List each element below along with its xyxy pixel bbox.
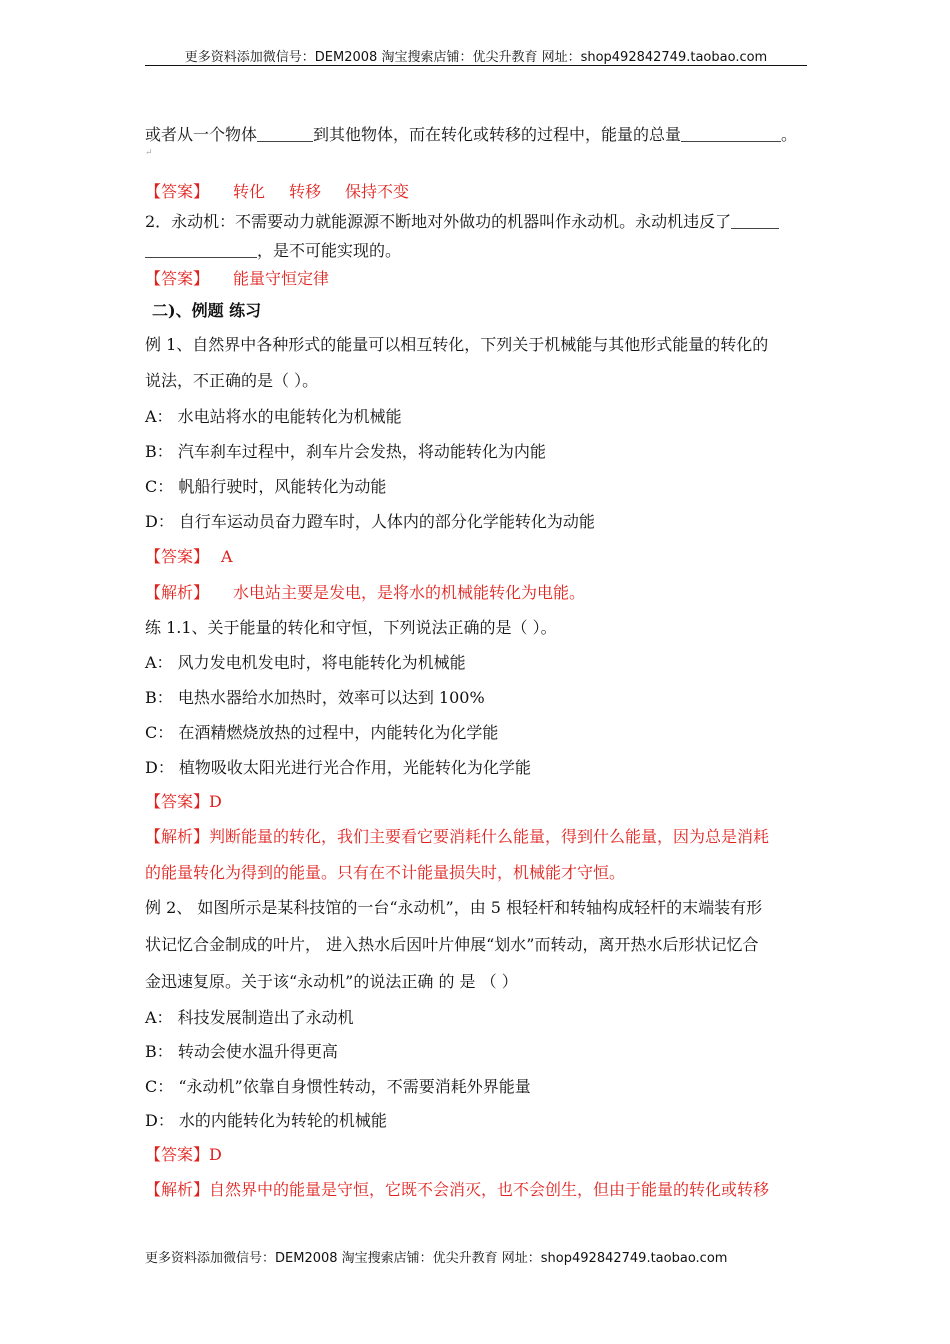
page-footer: 更多资料添加微信号：DEM2008 淘宝搜索店铺：优尖升教育 网址：shop492842749.taobao.com xyxy=(145,1251,728,1266)
option-d: D： 植物吸收太阳光进行光合作用，光能转化为化学能 xyxy=(145,758,531,777)
explanation-line: 的能量转化为得到的能量。只有在不计能量损失时，机械能才守恒。 xyxy=(145,863,626,882)
answer-value: 转移 xyxy=(289,182,322,201)
question-line: 例 2、 如图所示是某科技馆的一台“永动机”，由 5 根轻杆和转轴构成轻杆的末端装有形 xyxy=(145,898,763,917)
header-divider xyxy=(145,65,807,66)
option-c: C： “永动机”依靠自身惯性转动，不需要消耗外界能量 xyxy=(145,1077,531,1096)
paragraph-mark: ↵ xyxy=(145,148,153,158)
answer-label: 【答案】 xyxy=(145,1145,210,1164)
answer-label: 【答案】 xyxy=(145,269,210,288)
answer-value: D xyxy=(209,792,222,811)
option-a: A： 风力发电机发电时，将电能转化为机械能 xyxy=(145,653,466,672)
answer-line xyxy=(145,791,222,813)
text-segment: 。 xyxy=(781,125,798,144)
explanation-line xyxy=(145,582,585,604)
option-a: A： 水电站将水的电能转化为机械能 xyxy=(145,407,402,426)
answer-blank xyxy=(145,241,257,258)
answer-value: 转化 xyxy=(233,182,266,201)
question-line: 金迅速复原。关于该“永动机”的说法正确 的 是 （ ） xyxy=(145,972,518,991)
explanation-text: 判断能量的转化，我们主要看它要消耗什么能量，得到什么能量，因为总是消耗 xyxy=(209,827,770,846)
explanation-line xyxy=(145,1179,769,1201)
answer-blank xyxy=(681,125,781,142)
option-c: C： 在酒精燃烧放热的过程中，内能转化为化学能 xyxy=(145,723,499,742)
question-line xyxy=(145,211,779,233)
section-title: 二)、例题 练习 xyxy=(152,301,262,320)
answer-line xyxy=(145,1144,222,1166)
explanation-label: 【解析】 xyxy=(145,1180,210,1199)
answer-value: 能量守恒定律 xyxy=(233,269,330,288)
question-line: 例 1、自然界中各种形式的能量可以相互转化，下列关于机械能与其他形式能量的转化的 xyxy=(145,335,769,354)
option-d: D： 自行车运动员奋力蹬车时，人体内的部分化学能转化为动能 xyxy=(145,512,595,531)
answer-value: A xyxy=(221,547,233,566)
text-segment: 或者从一个物体 xyxy=(145,125,258,144)
option-b: B： 转动会使水温升得更高 xyxy=(145,1042,338,1061)
answer-value: 保持不变 xyxy=(345,182,410,201)
question-line: 说法，不正确的是（ ）。 xyxy=(145,371,319,390)
option-d: D： 水的内能转化为转轮的机械能 xyxy=(145,1111,387,1130)
option-b: B： 电热水器给水加热时，效率可以达到 100% xyxy=(145,688,485,707)
answer-label: 【答案】 xyxy=(145,182,210,201)
answer-line xyxy=(145,268,329,290)
answer-blank xyxy=(257,125,313,142)
option-c: C： 帆船行驶时，风能转化为动能 xyxy=(145,477,387,496)
option-b: B： 汽车刹车过程中，刹车片会发热，将动能转化为内能 xyxy=(145,442,546,461)
explanation-label: 【解析】 xyxy=(145,583,210,602)
explanation-label: 【解析】 xyxy=(145,827,210,846)
question-line: 状记忆合金制成的叶片， 进入热水后因叶片伸展“划水”而转动，离开热水后形状记忆合 xyxy=(145,935,759,954)
explanation-text: 水电站主要是发电，是将水的机械能转化为电能。 xyxy=(233,583,586,602)
explanation-text: 自然界中的能量是守恒，它既不会消灭，也不会创生，但由于能量的转化或转移 xyxy=(209,1180,770,1199)
page-header: 更多资料添加微信号：DEM2008 淘宝搜索店铺：优尖升教育 网址：shop492842749.taobao.com xyxy=(184,50,768,65)
answer-line xyxy=(145,546,233,568)
text-segment: 到其他物体，而在转化或转移的过程中，能量的总量 xyxy=(313,125,682,144)
text-segment: 2．永动机：不需要动力就能源源不断地对外做功的机器叫作永动机。永动机违反了 xyxy=(145,212,732,231)
text-segment: ，是不可能实现的。 xyxy=(257,241,402,260)
explanation-line xyxy=(145,826,769,848)
question-line xyxy=(145,240,401,262)
answer-blank xyxy=(731,212,779,229)
question-line: 练 1.1、关于能量的转化和守恒，下列说法正确的是（ ）。 xyxy=(145,618,557,637)
answer-value: D xyxy=(209,1145,222,1164)
answer-line xyxy=(145,181,409,203)
answer-label: 【答案】 xyxy=(145,547,210,566)
option-a: A： 科技发展制造出了永动机 xyxy=(145,1008,354,1027)
fill-blank-line xyxy=(145,124,797,146)
answer-label: 【答案】 xyxy=(145,792,210,811)
